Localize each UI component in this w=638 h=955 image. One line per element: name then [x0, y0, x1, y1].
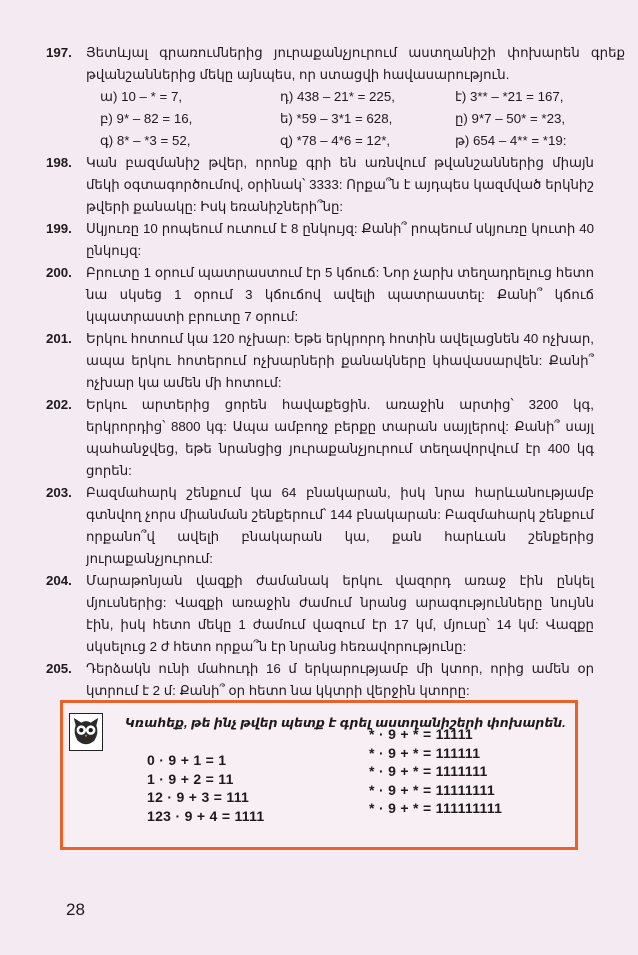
problem-202	[46, 394, 594, 482]
equation: ա) 10 – * = 7,	[100, 89, 183, 104]
problem-text: Մարաթոնյան վազքի ժամանակ երկու վազորդ առաջ էին ընկել մյուսներից: Վազքի առաջին ժամում նրանց արագությունները նույնն էին, իսկ հետո մեկը 1 ժամում վազում էր 17 կմ, մյուսը՝ 14 կմ: Վազքը սկսելուց 2 ժ հետո որքա՞ն էր նրանց հեռավորությունը:	[86, 573, 594, 654]
problem-text: Բրուտը 1 օրում պատրաստում էր 5 կճուճ: Նոր չարխ տեղադրելուց հետո նա սկսեց 1 օրում 3 կճուճով ավելի պատրաստել: Քանի՞ կճուճ կպատրաստի բրուտը 7 օրում:	[86, 265, 594, 324]
problem-199	[46, 218, 594, 262]
problem-number: 201.	[46, 331, 72, 346]
problem-number: 199.	[46, 221, 72, 236]
problem-number: 197.	[46, 45, 72, 60]
equation: դ) 438 – 21* = 225,	[280, 89, 395, 104]
puzzle-left-column	[147, 751, 265, 825]
problem-201	[46, 328, 594, 394]
problem-number: 202.	[46, 397, 72, 412]
equation: գ) 8* – *3 = 52,	[100, 133, 191, 148]
puzzle-equation: * · 9 + * = 11111111	[369, 781, 495, 798]
puzzle-equation: * · 9 + * = 111111111	[369, 800, 503, 817]
puzzle-equation: * · 9 + * = 11111	[369, 726, 473, 742]
equation: է) 3** – *21 = 167,	[455, 89, 564, 104]
equation-grid	[100, 86, 625, 152]
equation: ե) *59 – 3*1 = 628,	[280, 111, 393, 126]
problem-text: Երկու հոտում կա 120 ոչխար: Եթե երկրորդ հոտին ավելացնեն 40 ոչխար, ապա երկու հոտերում ոչխարների քանակները կհավասարվեն: Քանի՞ ոչխար կա ամեն մի հոտում:	[86, 331, 594, 390]
problem-197	[46, 42, 625, 152]
puzzle-equation: 123 · 9 + 4 = 1111	[147, 807, 265, 824]
problem-number: 198.	[46, 155, 72, 170]
puzzle-equation: 1 · 9 + 2 = 11	[147, 770, 234, 787]
problem-number: 203.	[46, 485, 72, 500]
problem-204	[46, 570, 594, 658]
problem-205	[46, 658, 594, 702]
problem-number: 205.	[46, 661, 72, 676]
problem-text: Դերձակն ունի մահուդի 16 մ երկարությամբ մի կտոր, որից ամեն օր կտրում է 2 մ: Քանի՞ օր հետո նա կկտրի վերջին կտորը:	[86, 661, 594, 698]
page-number: 28	[66, 900, 85, 919]
problem-text: Կան բազմանիշ թվեր, որոնք գրի են առնվում թվանշաններից միայն մեկի օգտագործումով, օրինակ՝ 3333: Որքա՞ն է այդպես կազմված երկնիշ թվերի քանակը: Իսկ եռանիշների՞նը:	[86, 155, 594, 214]
problem-list	[46, 42, 625, 702]
problem-text: Յետևյալ գրառումներից յուրաքանչյուրում աստղանիշի փոխարեն գրեք թվանշաններից մեկը այնպես, որ ստացվի հավասարություն.	[86, 45, 625, 82]
puzzle-right-column	[369, 725, 502, 818]
equation: բ) 9* – 82 = 16,	[100, 111, 193, 126]
problem-text: Երկու արտերից ցորեն հավաքեցին. առաջին արտից՝ 3200 կգ, երկրորդից՝ 8800 կգ: Ապա ամբողջ բերքը տարան սայլերով: Քանի՞ սայլ պահանջվեց, եթե նրանցից յուրաքանչյուրում տեղավորվում էր 400 կգ ցորեն:	[86, 397, 594, 478]
problem-number: 200.	[46, 265, 72, 280]
puzzle-equation: 0 · 9 + 1 = 1	[147, 752, 227, 768]
puzzle-box	[60, 700, 578, 850]
problem-text: Բազմահարկ շենքում կա 64 բնակարան, իսկ նրա հարևանությամբ գտնվող չորս միանման շենքերում՝ 144 բնակարան: Բազմահարկ շենքում որքանո՞վ ավելի բնակարան կա, քան հարևան շենքերից յուրաքանչյուրում:	[86, 485, 594, 566]
puzzle-equation: 12 · 9 + 3 = 111	[147, 789, 250, 806]
puzzle-equation: * · 9 + * = 1111111	[369, 763, 488, 780]
equation: ը) 9*7 – 50* = *23,	[455, 111, 566, 126]
owl-icon	[69, 713, 103, 751]
problem-203	[46, 482, 594, 570]
puzzle-equation: * · 9 + * = 111111	[369, 744, 481, 761]
problem-198	[46, 152, 594, 218]
problem-200	[46, 262, 594, 328]
puzzle-title: Կռահեք, թե ինչ թվեր պետք է գրել աստղանիշերի փոխարեն.	[125, 716, 566, 730]
equation: զ) *78 – 4*6 = 12*,	[280, 133, 391, 148]
problem-number: 204.	[46, 573, 72, 588]
problem-text: Սկյուռը 10 րոպեում ուտում է 8 ընկույզ: Քանի՞ րոպեում սկյուռը կուտի 40 ընկույզ:	[86, 221, 594, 258]
equation: թ) 654 – 4** = *19:	[455, 133, 567, 148]
